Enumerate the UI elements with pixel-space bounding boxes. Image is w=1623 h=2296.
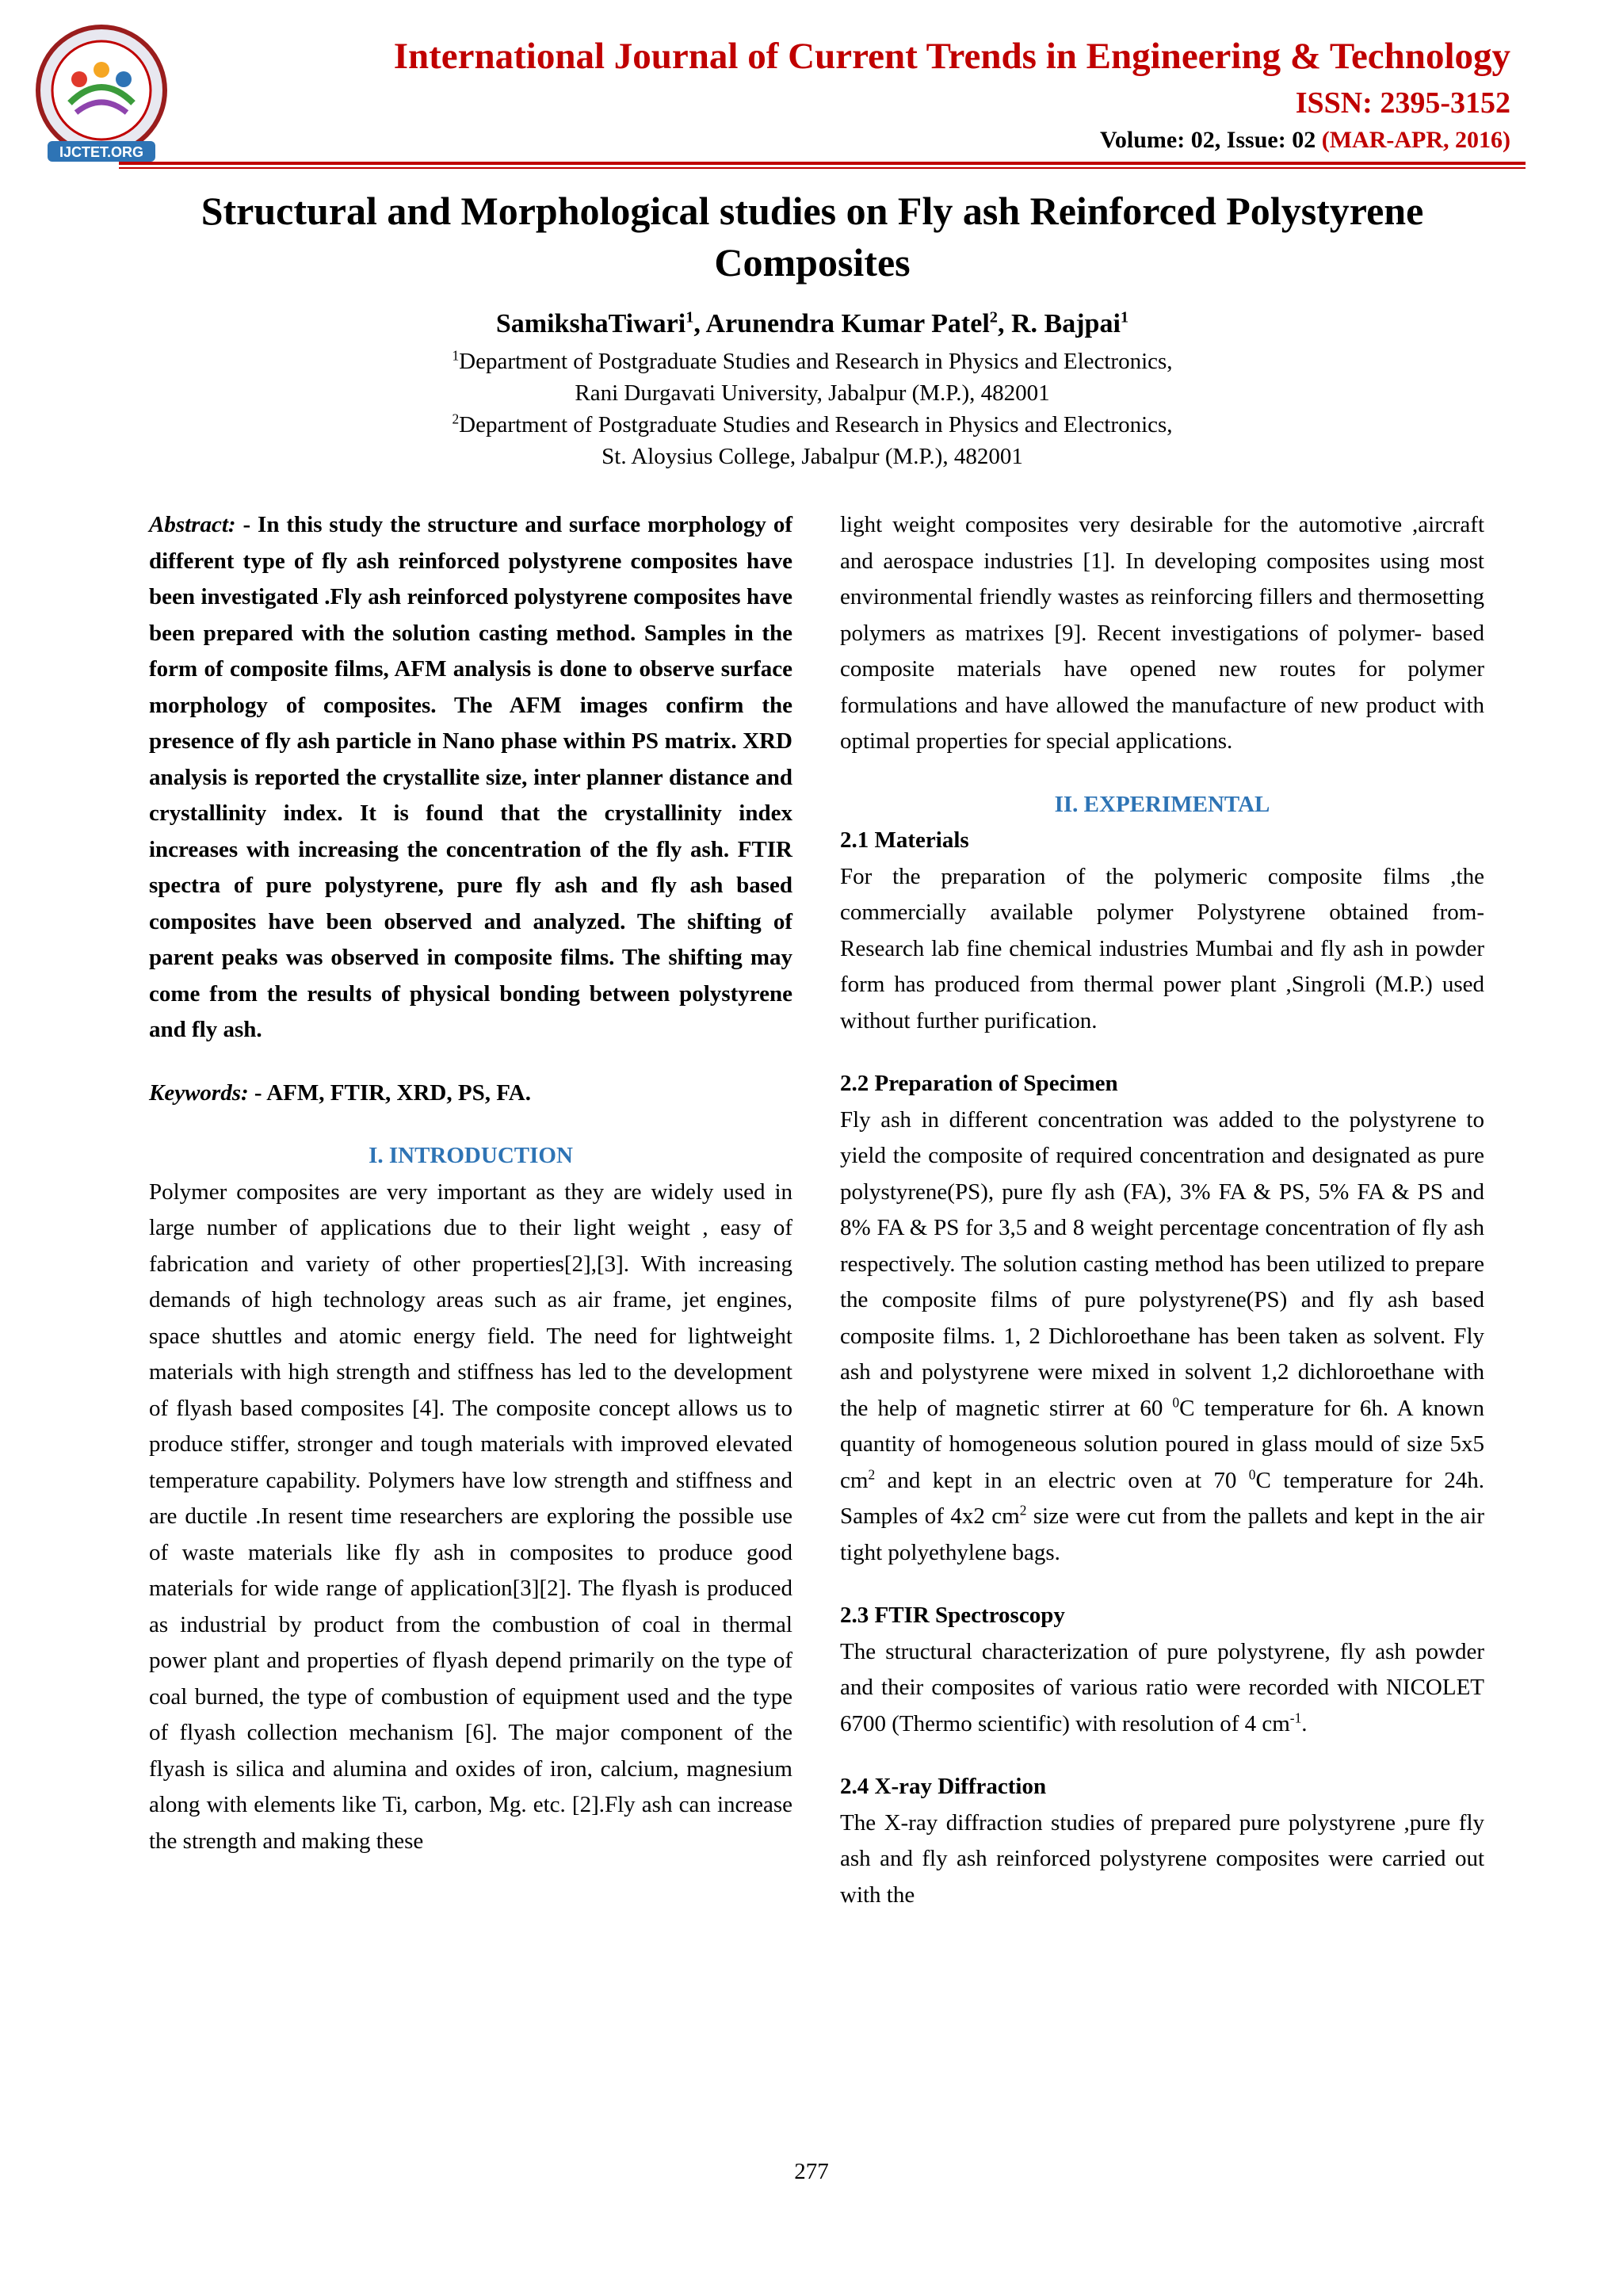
author-sup: 1 — [1120, 308, 1129, 327]
specimen-text — [840, 1102, 1484, 1572]
journal-title: International Journal of Current Trends in Engineering & Technology — [393, 36, 1510, 77]
superscript: 2 — [868, 1465, 876, 1482]
issue-period: (MAR-APR, 2016) — [1321, 127, 1510, 153]
specimen-text-part: C temperature for 24h. Samples of 4x2 cm — [840, 1467, 1484, 1529]
page-number: 277 — [794, 2159, 829, 2184]
header-rule — [119, 162, 1526, 165]
affiliation-line: Department of Postgraduate Studies and Research in Physics and Electronics, — [459, 412, 1173, 437]
affiliation-2 — [103, 409, 1522, 472]
introduction-text: Polymer composites are very important as they are widely used in large number of applications due to their light weight , easy of fabrication and variety of other properties[2],[3]. With increasing demands of high technology areas such as air frame, jet engines, space shuttles and atomic energy field. The need for lightweight materials with high strength and stiffness has led to the development of flyash based composites [4]. The composite concept allows us to produce stiffer, stronger and tough materials with improved elevated temperature capability. Polymers have low strength and stiffness and are ductile .In resent time researchers are exploring the possible use of waste materials like fly ash in composites to produce good materials for wide range of application[3][2]. The flyash is produced as industrial by product from the combustion of coal in thermal power plant and properties of flyash depend primarily on the type of coal burned, the type of combustion of equipment used and the type of flyash collection mechanism [6]. The major component of the flyash is silica and alumina and oxides of iron, calcium, magnesium along with elements like Ti, carbon, Mg. etc. [2].Fly ash can increase the strength and making these — [149, 1179, 792, 1854]
specimen-text-part: and kept in an electric oven at 70 — [875, 1467, 1249, 1493]
keywords-label: Keywords: — [149, 1079, 249, 1106]
author-sup: 1 — [685, 308, 694, 327]
affiliation-sup: 2 — [452, 411, 460, 427]
keywords — [149, 1075, 792, 1112]
volume-text: Volume: 02, Issue: 02 — [1099, 127, 1316, 153]
ftir-text-part: The structural characterization of pure polystyrene, fly ash powder and their composites of various ratio were recorded with NICOLET 6700 (Thermo scientific) with resolution of 4 cm — [840, 1638, 1484, 1736]
abstract — [149, 507, 792, 1049]
subsection-heading-materials: 2.1 Materials — [840, 827, 969, 853]
paper-title: Structural and Morphological studies on Fly ash Reinforced Polystyrene Composites — [200, 189, 1424, 285]
authors — [103, 309, 1522, 339]
subsection-heading-ftir: 2.3 FTIR Spectroscopy — [840, 1603, 1065, 1628]
specimen-text-part: size were cut from the pallets and kept in the air tight polyethylene bags. — [840, 1503, 1484, 1565]
superscript: 0 — [1172, 1393, 1180, 1410]
logo-text: IJCTET.ORG — [59, 144, 144, 160]
ftir-text — [840, 1634, 1484, 1743]
affiliation-line: St. Aloysius College, Jabalpur (M.P.), 482001 — [601, 444, 1023, 469]
materials-text: For the preparation of the polymeric composite films ,the commercially available polymer Polystyrene obtained from- Research lab fine chemical industries Mumbai and fly ash in powder form has produced from thermal power plant ,Singroli (M.P.) used without further purification. — [840, 863, 1484, 1033]
affiliation-sup: 1 — [452, 347, 460, 364]
superscript: 2 — [1019, 1502, 1027, 1519]
header-rule-thin — [119, 167, 1526, 169]
journal-logo — [32, 24, 171, 163]
author-name: , R. Bajpai — [997, 309, 1121, 338]
author-name: SamikshaTiwari — [495, 309, 686, 338]
issn: ISSN: 2395-3152 — [1295, 86, 1510, 120]
superscript: 0 — [1248, 1465, 1256, 1482]
introduction-continued: light weight composites very desirable for the automotive ,aircraft and aerospace industries [1]. In developing composites using most environmental friendly wastes as reinforcing fillers and thermosetting polymers as matrixes [9]. Recent investigations of polymer- based composite materials have opened new routes for polymer formulations and have allowed the manufacture of new product with optimal properties for special applications. — [840, 512, 1484, 754]
ftir-text-part: . — [1301, 1710, 1308, 1736]
specimen-text-part: Fly ash in different concentration was added to the polystyrene to yield the composite of required concentration and designated as pure polystyrene(PS), pure fly ash (FA), 3% FA & PS, 5% FA & PS and 8% FA & PS for 3,5 and 8 weight percentage concentration of fly ash respectively. The solution casting method has been utilized to prepare the composite films of pure polystyrene(PS) and fly ash based composite films. 1, 2 Dichloroethane has been taken as solvent. Fly ash and polystyrene were mixed in solvent 1,2 dichloroethane with the help of magnetic stirrer at 60 — [840, 1106, 1484, 1421]
volume-issue — [872, 127, 1510, 154]
author-name: , Arunendra Kumar Patel — [693, 309, 990, 338]
subsection-heading-xrd: 2.4 X-ray Diffraction — [840, 1774, 1047, 1799]
specimen-text-part: C temperature for 6h. A known quantity of homogeneous solution poured in glass mould of size 5x5 cm — [840, 1395, 1484, 1493]
author-sup: 2 — [989, 308, 998, 327]
section-heading-introduction: I. INTRODUCTION — [369, 1143, 573, 1168]
affiliation-line: Department of Postgraduate Studies and Research in Physics and Electronics, — [459, 349, 1173, 374]
left-column — [149, 507, 792, 1859]
xrd-text: The X-ray diffraction studies of prepared pure polystyrene ,pure fly ash and fly ash reinforced polystyrene composites were carried out with the — [840, 1809, 1484, 1908]
keywords-text: - AFM, FTIR, XRD, PS, FA. — [248, 1079, 531, 1106]
abstract-label: Abstract: — [149, 512, 236, 537]
section-heading-experimental: II. EXPERIMENTAL — [1054, 791, 1270, 817]
affiliation-line: Rani Durgavati University, Jabalpur (M.P.), 482001 — [575, 380, 1050, 406]
abstract-text: - In this study the structure and surface morphology of different type of fly ash reinforced polystyrene composites have been investigated .Fly ash reinforced polystyrene composites have been prepared with the solution casting method. Samples in the form of composite films, AFM analysis is done to observe surface morphology of composites. The AFM images confirm the presence of fly ash particle in Nano phase within PS matrix. XRD analysis is reported the crystallite size, inter planner distance and crystallinity index. It is found that the crystallinity index increases with increasing the concentration of the fly ash. FTIR spectra of pure polystyrene, pure fly ash and fly ash based composites have been observed and analyzed. The shifting of parent peaks was observed in composite films. The shifting may come from the results of physical bonding between polystyrene and fly ash. — [149, 512, 792, 1042]
subsection-heading-specimen: 2.2 Preparation of Specimen — [840, 1071, 1118, 1096]
right-column — [840, 507, 1484, 1913]
affiliation-1 — [103, 346, 1522, 409]
superscript: -1 — [1289, 1709, 1302, 1725]
